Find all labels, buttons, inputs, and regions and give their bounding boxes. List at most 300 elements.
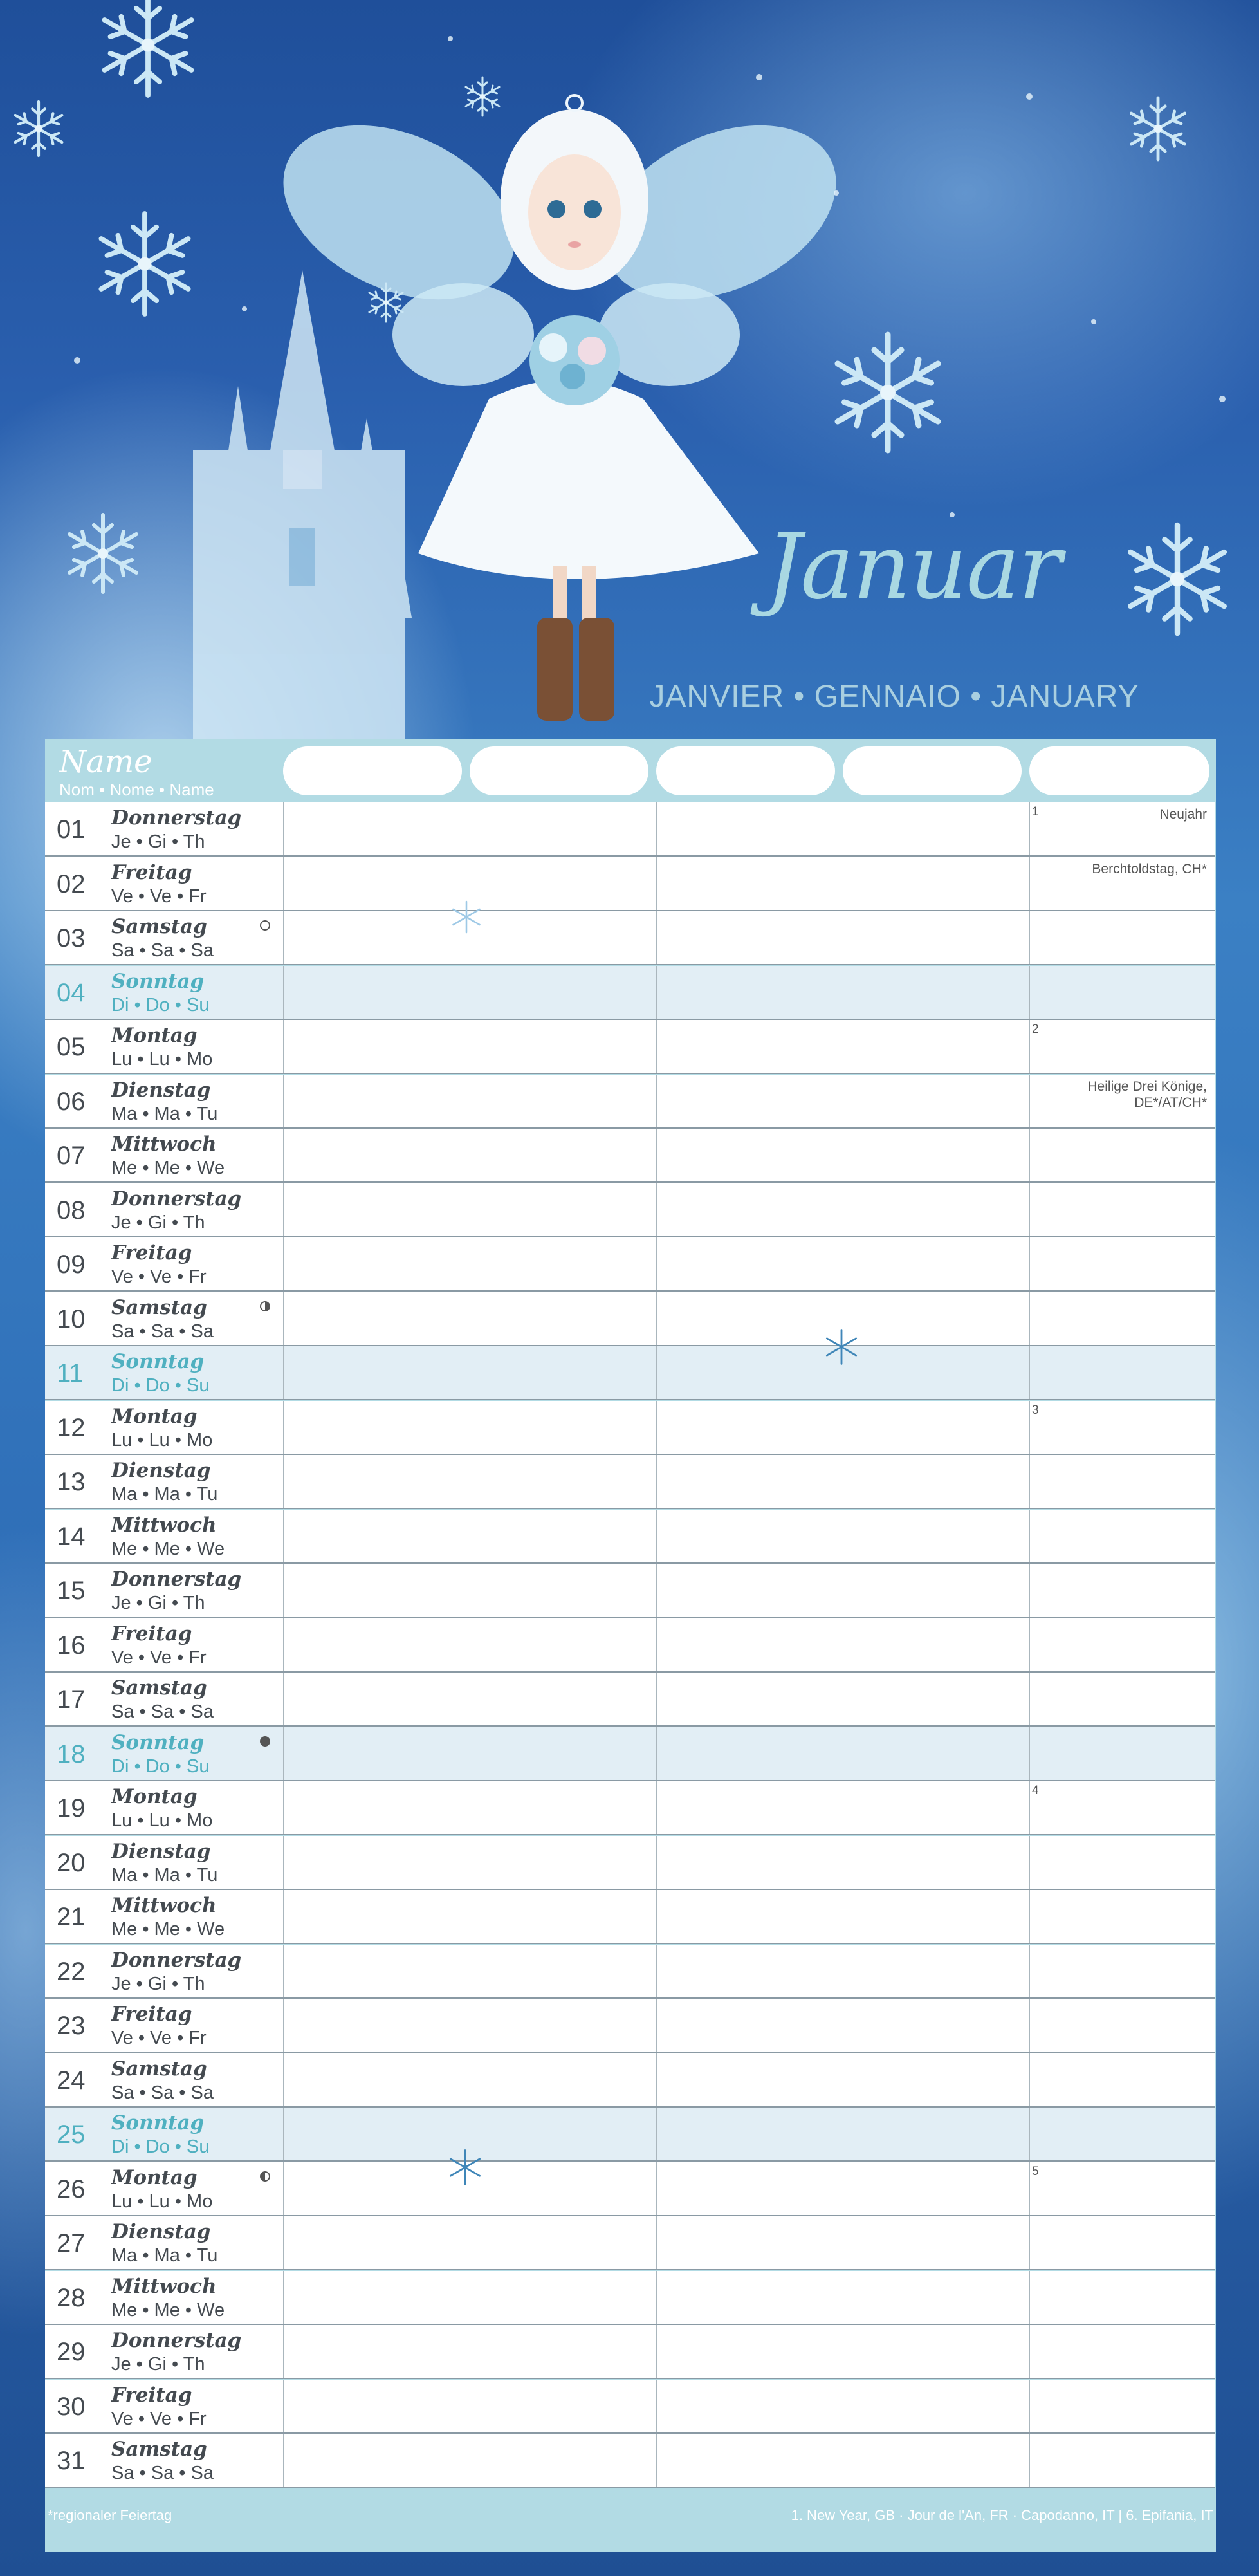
entry-cell[interactable] (843, 1129, 1029, 1181)
day-row (45, 1999, 1215, 2053)
day-row (45, 1292, 1215, 1346)
day-abbreviations: Sa • Sa • Sa (111, 940, 214, 961)
entry-cell[interactable] (656, 1075, 843, 1127)
entry-cell[interactable] (1029, 1618, 1215, 1671)
day-number: 07 (57, 1142, 86, 1170)
entry-cell[interactable] (283, 1183, 470, 1236)
day-row (45, 2325, 1215, 2379)
entry-cell[interactable] (470, 857, 656, 910)
entry-cell[interactable] (1029, 1183, 1215, 1236)
entry-cell[interactable] (1029, 2216, 1215, 2269)
entry-cell[interactable] (843, 1075, 1029, 1127)
moon-phase-icon (260, 1736, 270, 1747)
entry-cell[interactable] (283, 1510, 470, 1562)
entry-cell[interactable] (283, 857, 470, 910)
entry-cell[interactable] (283, 1346, 470, 1399)
name-field-4[interactable] (843, 746, 1022, 795)
entry-cell[interactable] (1029, 1292, 1215, 1345)
day-name: Sonntag (111, 1350, 205, 1373)
entry-cell[interactable] (283, 1075, 470, 1127)
day-name: Mittwoch (111, 1513, 217, 1537)
entry-cell[interactable] (1029, 911, 1215, 964)
entry-cell[interactable] (656, 1564, 843, 1617)
day-row (45, 911, 1215, 965)
day-name: Montag (111, 1785, 198, 1808)
entry-cell[interactable] (843, 802, 1029, 855)
day-number: 18 (57, 1739, 86, 1768)
entry-cell[interactable] (843, 1836, 1029, 1889)
entry-cell[interactable] (283, 1618, 470, 1671)
day-number: 28 (57, 2283, 86, 2312)
day-number: 14 (57, 1522, 86, 1551)
day-row (45, 1237, 1215, 1292)
week-number: 1 (1032, 805, 1039, 819)
entry-cell[interactable] (656, 966, 843, 1019)
day-abbreviations: Ma • Ma • Tu (111, 2245, 218, 2266)
entry-cell[interactable] (843, 2216, 1029, 2269)
entry-cell[interactable] (283, 2434, 470, 2487)
entry-cell[interactable] (843, 1346, 1029, 1399)
entry-cell[interactable] (1029, 2380, 1215, 2432)
entry-cell[interactable] (1029, 1020, 1215, 1073)
day-number: 23 (57, 2012, 86, 2040)
day-row (45, 1129, 1215, 1183)
day-number: 15 (57, 1577, 86, 1605)
moon-phase-icon (260, 2171, 270, 2182)
month-subtitle: JANVIER • GENNAIO • JANUARY (649, 680, 1139, 714)
day-abbreviations: Di • Do • Su (111, 2136, 210, 2157)
day-name: Samstag (111, 2057, 207, 2080)
day-number: 09 (57, 1250, 86, 1279)
day-row (45, 1346, 1215, 1400)
day-row (45, 802, 1215, 857)
entry-cell[interactable] (656, 1183, 843, 1236)
entry-cell[interactable] (283, 1945, 470, 1997)
entry-cell[interactable] (843, 857, 1029, 910)
day-abbreviations: Lu • Lu • Mo (111, 1810, 213, 1831)
entry-cell[interactable] (470, 1129, 656, 1181)
day-number: 01 (57, 815, 86, 844)
day-row (45, 2053, 1215, 2108)
day-abbreviations: Ve • Ve • Fr (111, 1647, 207, 1668)
entry-cell[interactable] (470, 1346, 656, 1399)
day-number: 17 (57, 1685, 86, 1714)
day-row (45, 1945, 1215, 1999)
day-row (45, 966, 1215, 1020)
day-number: 08 (57, 1196, 86, 1225)
day-row (45, 1727, 1215, 1781)
day-abbreviations: Sa • Sa • Sa (111, 2463, 214, 2483)
entry-cell[interactable] (656, 1945, 843, 1997)
day-abbreviations: Me • Me • We (111, 2299, 225, 2321)
day-number: 03 (57, 924, 86, 952)
entry-cell[interactable] (470, 2108, 656, 2160)
snowflake-decoration (444, 2146, 486, 2189)
day-name: Sonntag (111, 969, 205, 993)
entry-cell[interactable] (843, 2162, 1029, 2215)
day-name: Montag (111, 2165, 198, 2189)
day-name: Freitag (111, 1622, 192, 1645)
day-name: Montag (111, 1404, 198, 1428)
entry-cell[interactable] (283, 1890, 470, 1943)
week-number: 4 (1032, 1784, 1039, 1797)
week-number: 2 (1032, 1023, 1039, 1036)
day-name: Donnerstag (111, 2329, 242, 2352)
entry-cell[interactable] (283, 2162, 470, 2215)
entry-cell[interactable] (1029, 966, 1215, 1019)
entry-cell[interactable] (1029, 1890, 1215, 1943)
entry-cell[interactable] (1029, 1510, 1215, 1562)
entry-cell[interactable] (656, 2053, 843, 2106)
entry-cell[interactable] (470, 2325, 656, 2378)
day-number: 22 (57, 1957, 86, 1986)
holiday-label: Neujahr (1159, 807, 1207, 822)
entry-cell[interactable] (470, 2053, 656, 2106)
entry-cell[interactable] (283, 2325, 470, 2378)
entry-cell[interactable] (470, 1945, 656, 1997)
entry-cell[interactable] (843, 1292, 1029, 1345)
entry-cell[interactable] (1029, 1673, 1215, 1725)
day-name: Montag (111, 1024, 198, 1047)
entry-cell[interactable] (656, 2271, 843, 2324)
day-abbreviations: Sa • Sa • Sa (111, 2082, 214, 2103)
entry-cell[interactable] (283, 1836, 470, 1889)
entry-cell[interactable] (843, 2325, 1029, 2378)
entry-cell[interactable] (843, 2053, 1029, 2106)
entry-cell[interactable] (843, 1945, 1029, 1997)
day-name: Mittwoch (111, 2274, 217, 2298)
entry-cell[interactable] (1029, 1781, 1215, 1834)
entry-cell[interactable] (1029, 1945, 1215, 1997)
entry-cell[interactable] (470, 2162, 656, 2215)
day-abbreviations: Lu • Lu • Mo (111, 2191, 213, 2212)
day-name: Freitag (111, 2383, 192, 2407)
entry-cell[interactable] (283, 1292, 470, 1345)
day-name: Mittwoch (111, 1894, 217, 1917)
day-name: Freitag (111, 1241, 192, 1265)
entry-cell[interactable] (1029, 2325, 1215, 2378)
day-abbreviations: Di • Do • Su (111, 1375, 210, 1396)
entry-cell[interactable] (470, 1836, 656, 1889)
entry-cell[interactable] (656, 2434, 843, 2487)
entry-cell[interactable] (1029, 1836, 1215, 1889)
entry-cell[interactable] (656, 1510, 843, 1562)
entry-cell[interactable] (283, 1727, 470, 1780)
entry-cell[interactable] (656, 2216, 843, 2269)
day-number: 24 (57, 2066, 86, 2095)
entry-cell[interactable] (843, 2380, 1029, 2432)
entry-cell[interactable] (470, 1020, 656, 1073)
day-row (45, 2380, 1215, 2434)
entry-cell[interactable] (1029, 2162, 1215, 2215)
day-abbreviations: Je • Gi • Th (111, 1212, 205, 1233)
holiday-label: Berchtoldstag, CH* (1092, 861, 1207, 876)
day-abbreviations: Ma • Ma • Tu (111, 1484, 218, 1505)
day-name: Dienstag (111, 1078, 211, 1102)
entry-cell[interactable] (843, 1890, 1029, 1943)
day-name: Dienstag (111, 1839, 211, 1863)
day-number: 11 (57, 1359, 84, 1387)
entry-cell[interactable] (283, 2108, 470, 2160)
entry-cell[interactable] (843, 1781, 1029, 1834)
entry-cell[interactable] (470, 802, 656, 855)
entry-cell[interactable] (283, 1999, 470, 2052)
entry-cell[interactable] (470, 1183, 656, 1236)
day-number: 10 (57, 1304, 86, 1333)
day-number: 31 (57, 2447, 86, 2475)
day-number: 13 (57, 1468, 86, 1496)
day-name: Sonntag (111, 1730, 205, 1754)
entry-cell[interactable] (843, 2434, 1029, 2487)
entry-cell[interactable] (843, 1564, 1029, 1617)
day-row (45, 2271, 1215, 2325)
day-number: 20 (57, 1848, 86, 1877)
entry-cell[interactable] (843, 1999, 1029, 2052)
day-row (45, 1781, 1215, 1835)
name-field-2[interactable] (470, 746, 648, 795)
day-name: Dienstag (111, 1459, 211, 1482)
day-abbreviations: Je • Gi • Th (111, 2354, 205, 2375)
day-abbreviations: Sa • Sa • Sa (111, 1701, 214, 1722)
entry-cell[interactable] (470, 1727, 656, 1780)
entry-cell[interactable] (470, 1510, 656, 1562)
entry-cell[interactable] (656, 2325, 843, 2378)
day-row (45, 1890, 1215, 1944)
entry-cell[interactable] (470, 1781, 656, 1834)
calendar-grid (45, 802, 1215, 2483)
day-abbreviations: Lu • Lu • Mo (111, 1429, 213, 1450)
day-abbreviations: Ve • Ve • Fr (111, 2408, 207, 2429)
day-abbreviations: Di • Do • Su (111, 994, 210, 1015)
entry-cell[interactable] (1029, 1129, 1215, 1181)
day-row (45, 2434, 1215, 2488)
day-number: 30 (57, 2392, 86, 2421)
entry-cell[interactable] (843, 1510, 1029, 1562)
entry-cell[interactable] (656, 1292, 843, 1345)
entry-cell[interactable] (843, 1673, 1029, 1725)
entry-cell[interactable] (843, 2108, 1029, 2160)
name-sublabel: Nom • Nome • Name (59, 780, 214, 799)
entry-cell[interactable] (1029, 1401, 1215, 1454)
name-field-3[interactable] (656, 746, 835, 795)
entry-cell[interactable] (283, 1020, 470, 1073)
entry-cell[interactable] (656, 1401, 843, 1454)
day-name: Dienstag (111, 2220, 211, 2243)
entry-cell[interactable] (656, 1346, 843, 1399)
entry-cell[interactable] (843, 1455, 1029, 1508)
entry-cell[interactable] (656, 1618, 843, 1671)
entry-cell[interactable] (1029, 2053, 1215, 2106)
entry-cell[interactable] (656, 1890, 843, 1943)
entry-cell[interactable] (470, 2434, 656, 2487)
day-abbreviations: Ve • Ve • Fr (111, 885, 207, 907)
entry-cell[interactable] (283, 1564, 470, 1617)
week-number: 3 (1032, 1403, 1039, 1417)
entry-cell[interactable] (656, 1836, 843, 1889)
day-abbreviations: Ve • Ve • Fr (111, 1266, 207, 1287)
entry-cell[interactable] (470, 911, 656, 964)
day-name: Donnerstag (111, 1568, 242, 1591)
day-row (45, 1836, 1215, 1890)
day-number: 29 (57, 2338, 86, 2366)
entry-cell[interactable] (656, 802, 843, 855)
entry-cell[interactable] (843, 966, 1029, 1019)
day-row (45, 2216, 1215, 2270)
entry-cell[interactable] (283, 1401, 470, 1454)
entry-cell[interactable] (470, 1292, 656, 1345)
entry-cell[interactable] (656, 1237, 843, 1290)
entry-cell[interactable] (283, 1129, 470, 1181)
footer-note: *regionaler Feiertag (48, 2507, 172, 2523)
day-number: 19 (57, 1794, 86, 1822)
entry-cell[interactable] (1029, 2271, 1215, 2324)
entry-cell[interactable] (470, 1564, 656, 1617)
entry-cell[interactable] (656, 1020, 843, 1073)
entry-cell[interactable] (843, 1183, 1029, 1236)
day-row (45, 1183, 1215, 1237)
entry-cell[interactable] (1029, 2108, 1215, 2160)
day-name: Samstag (111, 2438, 207, 2461)
day-abbreviations: Je • Gi • Th (111, 831, 205, 852)
entry-cell[interactable] (843, 1401, 1029, 1454)
day-row (45, 1075, 1215, 1129)
entry-cell[interactable] (470, 1890, 656, 1943)
entry-cell[interactable] (283, 1455, 470, 1508)
day-number: 12 (57, 1413, 86, 1442)
entry-cell[interactable] (470, 2271, 656, 2324)
name-label: Name (59, 744, 152, 780)
entry-cell[interactable] (283, 2380, 470, 2432)
day-row (45, 2108, 1215, 2162)
day-number: 26 (57, 2174, 86, 2203)
entry-cell[interactable] (470, 1673, 656, 1725)
header-illustration (0, 0, 1259, 746)
entry-cell[interactable] (283, 966, 470, 1019)
snowflake-decoration (447, 898, 486, 936)
entry-cell[interactable] (1029, 1237, 1215, 1290)
entry-cell[interactable] (843, 1020, 1029, 1073)
entry-cell[interactable] (656, 911, 843, 964)
entry-cell[interactable] (656, 1673, 843, 1725)
day-number: 21 (57, 1903, 86, 1931)
day-name: Freitag (111, 2003, 192, 2026)
entry-cell[interactable] (843, 911, 1029, 964)
entry-cell[interactable] (843, 1237, 1029, 1290)
entry-cell[interactable] (656, 1781, 843, 1834)
entry-cell[interactable] (283, 911, 470, 964)
entry-cell[interactable] (1029, 1455, 1215, 1508)
footer-holidays: 1. New Year, GB · Jour de l'An, FR · Capodanno, IT | 6. Epifania, IT (791, 2507, 1213, 2523)
day-row (45, 857, 1215, 911)
entry-cell[interactable] (843, 1727, 1029, 1780)
day-number: 06 (57, 1087, 86, 1116)
day-abbreviations: Ve • Ve • Fr (111, 2028, 207, 2048)
day-row (45, 2162, 1215, 2216)
entry-cell[interactable] (656, 1129, 843, 1181)
day-row (45, 1564, 1215, 1618)
day-name: Samstag (111, 1676, 207, 1700)
entry-cell[interactable] (843, 2271, 1029, 2324)
day-name: Freitag (111, 860, 192, 884)
day-row (45, 1618, 1215, 1673)
holiday-label: Heilige Drei Könige, DE*/AT/CH* (1087, 1079, 1207, 1110)
day-row (45, 1510, 1215, 1564)
entry-cell[interactable] (656, 2162, 843, 2215)
day-abbreviations: Lu • Lu • Mo (111, 1049, 213, 1070)
day-number: 16 (57, 1631, 86, 1660)
day-number: 25 (57, 2120, 86, 2149)
entry-cell[interactable] (656, 1727, 843, 1780)
castle (193, 270, 412, 746)
entry-cell[interactable] (283, 1673, 470, 1725)
entry-cell[interactable] (470, 966, 656, 1019)
day-abbreviations: Je • Gi • Th (111, 1973, 205, 1994)
day-abbreviations: Me • Me • We (111, 1158, 225, 1178)
name-field-1[interactable] (283, 746, 462, 795)
entry-cell[interactable] (656, 857, 843, 910)
entry-cell[interactable] (656, 2380, 843, 2432)
day-row (45, 1020, 1215, 1074)
day-abbreviations: Sa • Sa • Sa (111, 1320, 214, 1342)
entry-cell[interactable] (283, 2271, 470, 2324)
entry-cell[interactable] (1029, 1999, 1215, 2052)
moon-phase-icon (260, 920, 270, 931)
entry-cell[interactable] (843, 1618, 1029, 1671)
entry-cell[interactable] (470, 1401, 656, 1454)
day-abbreviations: Ma • Ma • Tu (111, 1103, 218, 1124)
day-name: Donnerstag (111, 1948, 242, 1972)
entry-cell[interactable] (470, 2380, 656, 2432)
name-field-5[interactable] (1029, 746, 1209, 795)
day-abbreviations: Je • Gi • Th (111, 1593, 205, 1613)
entry-cell[interactable] (470, 2216, 656, 2269)
entry-cell[interactable] (470, 1618, 656, 1671)
entry-cell[interactable] (656, 2108, 843, 2160)
entry-cell[interactable] (470, 1999, 656, 2052)
day-row (45, 1401, 1215, 1455)
day-abbreviations: Me • Me • We (111, 1919, 225, 1940)
entry-cell[interactable] (470, 1455, 656, 1508)
entry-cell[interactable] (283, 2053, 470, 2106)
day-name: Donnerstag (111, 1187, 242, 1210)
day-row (45, 1673, 1215, 1727)
week-number: 5 (1032, 2164, 1039, 2178)
name-header-row (45, 739, 1216, 802)
entry-cell[interactable] (1029, 1727, 1215, 1780)
entry-cell[interactable] (656, 1999, 843, 2052)
day-name: Donnerstag (111, 806, 242, 829)
entry-cell[interactable] (1029, 1564, 1215, 1617)
snowflake-decoration (820, 1326, 863, 1368)
day-abbreviations: Di • Do • Su (111, 1756, 210, 1777)
entry-cell[interactable] (1029, 2434, 1215, 2487)
day-row (45, 1455, 1215, 1509)
entry-cell[interactable] (283, 802, 470, 855)
entry-cell[interactable] (1029, 1346, 1215, 1399)
day-name: Sonntag (111, 2111, 205, 2135)
day-number: 04 (57, 978, 86, 1007)
day-number: 27 (57, 2229, 86, 2257)
month-title: Januar (766, 515, 1061, 620)
day-name: Samstag (111, 915, 207, 938)
entry-cell[interactable] (470, 1237, 656, 1290)
entry-cell[interactable] (656, 1455, 843, 1508)
entry-cell[interactable] (283, 1237, 470, 1290)
entry-cell[interactable] (283, 1781, 470, 1834)
entry-cell[interactable] (283, 2216, 470, 2269)
entry-cell[interactable] (470, 1075, 656, 1127)
day-number: 05 (57, 1033, 86, 1061)
